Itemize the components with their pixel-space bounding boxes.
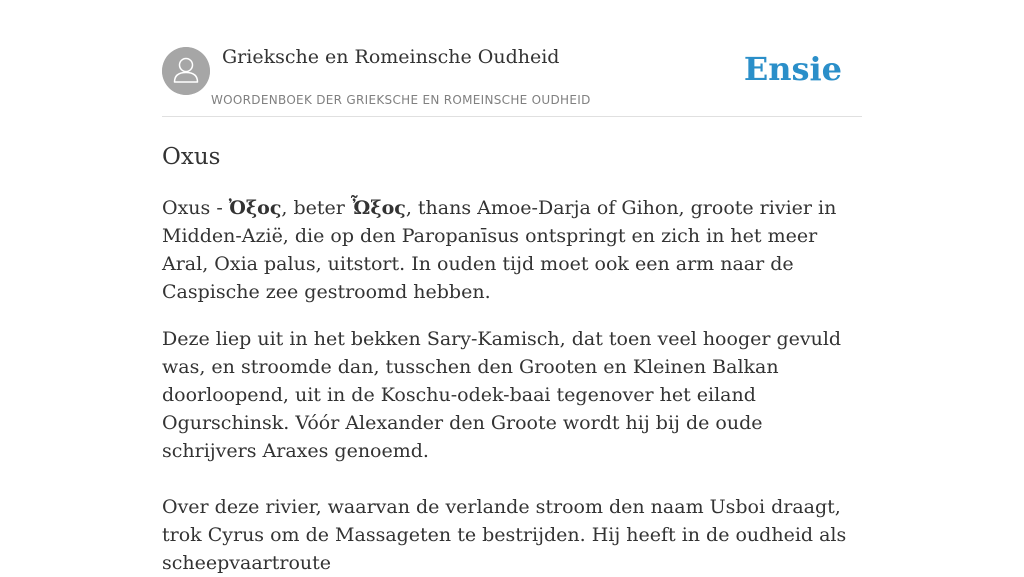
article-paragraph: Deze liep uit in het bekken Sary-Kamisch, dat toen veel hooger gevuld was, en stroomde dan, tusschen den Grooten en Kleinen Balkan doorloopend, uit in de Koschu-odek-baai tegenover het eiland Ogurschinsk. Vóór Alexander den Groote wordt hij bij de oude schrijvers Araxes genoemd. [162, 328, 842, 462]
article-body [162, 194, 862, 577]
article-paragraph [162, 194, 862, 306]
brand-logo[interactable]: Ensie [743, 50, 842, 88]
page-container [162, 0, 862, 577]
site-subtitle: WOORDENBOEK DER GRIEKSCHE EN ROMEINSCHE OUDHEID [211, 93, 591, 107]
paragraph-text: Oxus - [162, 197, 229, 219]
site-header [162, 0, 862, 117]
user-placeholder-icon[interactable] [162, 47, 210, 95]
paragraph-text: , thans Amoe-Darja of Gihon, groote rivier in Midden-Azië, die op den Paropanīsus ontspringt en zich in het meer Aral, Oxia palus, uitstort. In ouden tijd moet ook een arm naar de Caspische zee gestroomd hebben. [162, 197, 837, 303]
site-title[interactable]: Grieksche en Romeinsche Oudheid [222, 46, 560, 68]
article-title: Oxus [162, 144, 221, 170]
greek-term: Ὦξος [350, 197, 406, 219]
article-paragraph: Over deze rivier, waarvan de verlande stroom den naam Usboi draagt, trok Cyrus om de Massageten te bestrijden. Hij heeft in de oudheid als scheepvaartroute [162, 496, 847, 574]
paragraph-text: , beter [281, 197, 351, 219]
greek-term: Ὀξος [228, 197, 282, 219]
